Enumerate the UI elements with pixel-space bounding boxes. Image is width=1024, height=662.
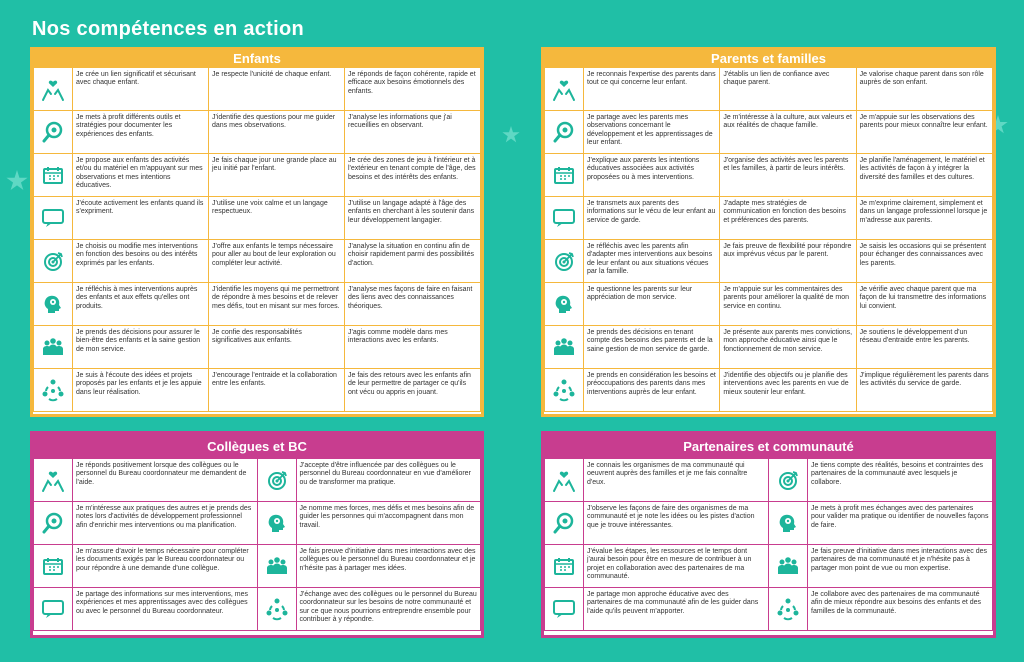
icon-cell	[545, 502, 584, 545]
panel-partenaires	[541, 431, 996, 638]
icon-cell	[34, 154, 73, 197]
competence-text: J'analyse les informations que j'ai recueillies en observant.	[345, 111, 481, 154]
competence-text: J'échange avec des collègues ou le personnel du Bureau coordonnateur sur les besoins de notre communauté et sur ce que nous pourrions entreprendre ensemble pour contribuer à y répondre.	[296, 588, 481, 631]
competence-text: Je propose aux enfants des activités et/ou du matériel en m'appuyant sur mes observations et mes intentions éducatives.	[73, 154, 209, 197]
table-row	[34, 369, 481, 412]
head-gear-icon	[40, 291, 66, 317]
group-icon	[551, 334, 577, 360]
competence-text: Je réfléchis à mes interventions auprès des enfants et aux effets qu'elles ont produits.	[73, 283, 209, 326]
competence-text: Je fais preuve d'initiative dans mes interactions avec des collègues ou le personnel du Bureau coordonnateur et je n'hésite pas à partager mes idées.	[296, 545, 481, 588]
icon-cell	[545, 283, 584, 326]
table-row	[34, 459, 481, 502]
table-row	[545, 283, 993, 326]
competence-text: Je m'intéresse aux pratiques des autres et je prends des notes lors d'activités de développement professionnel afin d'enrichir mes interventions ou ma planification.	[73, 502, 258, 545]
competence-text: J'analyse mes façons de faire en faisant des liens avec des connaissances théoriques.	[345, 283, 481, 326]
table-row	[545, 154, 993, 197]
competence-text: Je réponds positivement lorsque des collègues ou le personnel du Bureau coordonnateur me demandent de l'aide.	[73, 459, 258, 502]
table-row	[545, 369, 993, 412]
speech-bubble-icon	[40, 205, 66, 231]
head-gear-icon	[775, 510, 801, 536]
competence-text: Je crée des zones de jeu à l'intérieur et à l'extérieur en tenant compte de l'âge, des besoins et des intérêts des enfants.	[345, 154, 481, 197]
panel-header: Partenaires et communauté	[544, 434, 993, 458]
table-row	[545, 459, 993, 502]
planning-icon	[551, 162, 577, 188]
competence-text: J'explique aux parents les intentions éducatives associées aux activités proposées ou à mes interventions.	[584, 154, 720, 197]
table-row	[34, 326, 481, 369]
competence-text: Je crée un lien significatif et sécurisant avec chaque enfant.	[73, 68, 209, 111]
icon-cell	[545, 326, 584, 369]
speech-bubble-icon	[551, 596, 577, 622]
competence-text: J'utilise une voix calme et un langage respectueux.	[209, 197, 345, 240]
competence-text: Je m'exprime clairement, simplement et dans un langage professionnel lorsque je m'adresse aux parents.	[856, 197, 992, 240]
heart-hands-icon	[40, 76, 66, 102]
competence-text: Je fais des retours avec les enfants afin de leur permettre de partager ce qu'ils ont vécu ou appris en jouant.	[345, 369, 481, 412]
planning-icon	[551, 553, 577, 579]
magnifier-icon	[40, 510, 66, 536]
table-row	[34, 502, 481, 545]
competence-text: J'écoute activement les enfants quand ils s'expriment.	[73, 197, 209, 240]
panel-header: Parents et familles	[544, 50, 993, 67]
competence-text: Je connais les organismes de ma communauté qui oeuvrent auprès des familles et je me fais connaître d'eux.	[584, 459, 769, 502]
group-icon	[264, 553, 290, 579]
head-gear-icon	[551, 291, 577, 317]
competence-text: Je planifie l'aménagement, le matériel et les activités de façon à y intégrer la diversité des familles et des cultures.	[856, 154, 992, 197]
table-row	[545, 502, 993, 545]
competence-text: Je nomme mes forces, mes défis et mes besoins afin de guider les personnes qui m'accompagnent dans mon travail.	[296, 502, 481, 545]
page-title: Nos compétences en action	[32, 18, 305, 40]
icon-cell	[769, 545, 808, 588]
competence-text: J'utilise un langage adapté à l'âge des enfants en cherchant à les soutenir dans leur développement langagier.	[345, 197, 481, 240]
table-row	[34, 154, 481, 197]
table-collegues	[33, 458, 481, 631]
icon-cell	[34, 369, 73, 412]
icon-cell	[545, 459, 584, 502]
competence-text: Je soutiens le développement d'un réseau d'entraide entre les parents.	[856, 326, 992, 369]
competence-text: Je prends des décisions pour assurer le bien-être des enfants et la saine gestion de mon service.	[73, 326, 209, 369]
competence-text: J'implique régulièrement les parents dans les activités du service de garde.	[856, 369, 992, 412]
competence-text: J'organise des activités avec les parents et les familles, à partir de leurs intérêts.	[720, 154, 856, 197]
competence-text: J'identifie des objectifs ou je planifie des interventions avec les parents en vue de mieux soutenir leur enfant.	[720, 369, 856, 412]
magnifier-icon	[551, 510, 577, 536]
competence-text: J'identifie des questions pour me guider dans mes observations.	[209, 111, 345, 154]
competence-text: Je réponds de façon cohérente, rapide et efficace aux besoins émotionnels des enfants.	[345, 68, 481, 111]
competence-text: Je respecte l'unicité de chaque enfant.	[209, 68, 345, 111]
table-row	[34, 588, 481, 631]
competence-text: J'analyse la situation en continu afin de choisir rapidement parmi des possibilités d'action.	[345, 240, 481, 283]
table-row	[545, 588, 993, 631]
competence-text: Je prends des décisions en tenant compte des besoins des parents et de la saine gestion de mon service de garde.	[584, 326, 720, 369]
competence-text: Je fais chaque jour une grande place au jeu initié par l'enfant.	[209, 154, 345, 197]
competence-text: Je choisis ou modifie mes interventions en fonction des besoins ou des intérêts exprimés par les enfants.	[73, 240, 209, 283]
table-row	[34, 545, 481, 588]
planning-icon	[40, 162, 66, 188]
icon-cell	[545, 240, 584, 283]
heart-hands-icon	[551, 467, 577, 493]
competence-text: Je partage des informations sur mes interventions, mes expériences et mes apprentissages avec des collègues ou avec le personnel du Bureau coordonnateur.	[73, 588, 258, 631]
panel-header: Enfants	[33, 50, 481, 67]
icon-cell	[257, 588, 296, 631]
group-icon	[40, 334, 66, 360]
icon-cell	[34, 68, 73, 111]
competence-text: Je saisis les occasions qui se présentent pour échanger des connaissances avec les parents.	[856, 240, 992, 283]
table-row	[34, 283, 481, 326]
magnifier-icon	[551, 119, 577, 145]
competence-text: Je réfléchis avec les parents afin d'adapter mes interventions aux besoins de leur enfant ou aux situations vécues par la famille.	[584, 240, 720, 283]
table-row	[34, 197, 481, 240]
icon-cell	[257, 545, 296, 588]
table-row	[34, 240, 481, 283]
competence-text: J'accepte d'être influencée par des collègues ou le personnel du Bureau coordonnateur en vue d'améliorer ou de transformer ma pratique.	[296, 459, 481, 502]
magnifier-icon	[40, 119, 66, 145]
competence-text: J'évalue les étapes, les ressources et le temps dont j'aurai besoin pour être en mesure de contribuer à un projet en collaboration avec des partenaires de ma communauté.	[584, 545, 769, 588]
competence-text: J'identifie les moyens qui me permettront de répondre à mes besoins et de relever mes défis, tout en misant sur mes forces.	[209, 283, 345, 326]
icon-cell	[545, 111, 584, 154]
competence-text: Je partage mon approche éducative avec des partenaires de ma communauté afin de les guider dans l'aide qu'ils peuvent m'apporter.	[584, 588, 769, 631]
table-row	[545, 545, 993, 588]
heart-hands-icon	[40, 467, 66, 493]
competence-text: J'adapte mes stratégies de communication en fonction des besoins et préférences des parents.	[720, 197, 856, 240]
icon-cell	[545, 588, 584, 631]
icon-cell	[545, 197, 584, 240]
competence-text: Je collabore avec des partenaires de ma communauté afin de mieux répondre aux besoins des enfants et des familles de la communauté.	[808, 588, 993, 631]
icon-cell	[34, 326, 73, 369]
group-icon	[775, 553, 801, 579]
icon-cell	[34, 502, 73, 545]
table-row	[545, 68, 993, 111]
table-parents	[544, 67, 993, 412]
table-row	[545, 197, 993, 240]
icon-cell	[34, 588, 73, 631]
panel-parents	[541, 47, 996, 417]
icon-cell	[545, 545, 584, 588]
competence-text: Je m'appuie sur les observations des parents pour mieux connaître leur enfant.	[856, 111, 992, 154]
icon-cell	[769, 459, 808, 502]
circle-people-icon	[551, 377, 577, 403]
table-row	[34, 111, 481, 154]
icon-cell	[34, 459, 73, 502]
competence-text: J'agis comme modèle dans mes interactions avec les enfants.	[345, 326, 481, 369]
star-decoration	[502, 126, 520, 144]
competence-text: J'offre aux enfants le temps nécessaire pour aller au bout de leur exploration ou compléter leur activité.	[209, 240, 345, 283]
icon-cell	[34, 240, 73, 283]
competence-text: Je partage avec les parents mes observations concernant le développement et les apprentissages de leur enfant.	[584, 111, 720, 154]
competence-text: Je prends en considération les besoins et préoccupations des parents dans mes interventions auprès de leur enfant.	[584, 369, 720, 412]
circle-people-icon	[264, 596, 290, 622]
target-icon	[264, 467, 290, 493]
icon-cell	[34, 283, 73, 326]
icon-cell	[257, 459, 296, 502]
icon-cell	[769, 502, 808, 545]
heart-hands-icon	[551, 76, 577, 102]
table-enfants	[33, 67, 481, 412]
panel-header: Collègues et BC	[33, 434, 481, 458]
competence-text: Je reconnais l'expertise des parents dans tout ce qui concerne leur enfant.	[584, 68, 720, 111]
circle-people-icon	[40, 377, 66, 403]
competence-text: Je mets à profit mes échanges avec des partenaires pour valider ma pratique ou identifier de nouvelles façons de faire.	[808, 502, 993, 545]
competence-text: Je présente aux parents mes convictions, mon approche éducative ainsi que le fonctionnement de mon service.	[720, 326, 856, 369]
icon-cell	[34, 197, 73, 240]
circle-people-icon	[775, 596, 801, 622]
competence-text: Je transmets aux parents des informations sur le vécu de leur enfant au service de garde.	[584, 197, 720, 240]
competence-text: Je confie des responsabilités significatives aux enfants.	[209, 326, 345, 369]
target-icon	[775, 467, 801, 493]
speech-bubble-icon	[551, 205, 577, 231]
panel-enfants	[30, 47, 484, 417]
table-row	[545, 240, 993, 283]
target-icon	[551, 248, 577, 274]
competence-text: J'observe les façons de faire des organismes de ma communauté et je note les idées ou les pistes d'action que je trouve intéressantes.	[584, 502, 769, 545]
icon-cell	[34, 111, 73, 154]
panel-collegues	[30, 431, 484, 638]
head-gear-icon	[264, 510, 290, 536]
star-decoration	[6, 170, 28, 192]
table-row	[545, 111, 993, 154]
competence-text: Je m'appuie sur les commentaires des parents pour améliorer la qualité de mon service en continu.	[720, 283, 856, 326]
competence-text: Je m'assure d'avoir le temps nécessaire pour compléter les documents exigés par le Bureau coordonnateur ou pour répondre à une demande d'une collègue.	[73, 545, 258, 588]
competence-text: Je valorise chaque parent dans son rôle auprès de son enfant.	[856, 68, 992, 111]
competence-text: Je mets à profit différents outils et stratégies pour documenter les expériences des enfants.	[73, 111, 209, 154]
competence-text: Je vérifie avec chaque parent que ma façon de lui transmettre des informations lui convient.	[856, 283, 992, 326]
icon-cell	[257, 502, 296, 545]
icon-cell	[34, 545, 73, 588]
competence-text: Je suis à l'écoute des idées et projets proposés par les enfants et je les appuie dans leur réalisation.	[73, 369, 209, 412]
icon-cell	[545, 68, 584, 111]
competence-text: Je questionne les parents sur leur appréciation de mon service.	[584, 283, 720, 326]
competence-text: Je fais preuve d'initiative dans mes interactions avec des partenaires de ma communauté et je n'hésite pas à partager mon point de vue ou mon expertise.	[808, 545, 993, 588]
table-row	[34, 68, 481, 111]
competence-text: Je m'intéresse à la culture, aux valeurs et aux réalités de chaque famille.	[720, 111, 856, 154]
icon-cell	[545, 369, 584, 412]
table-row	[545, 326, 993, 369]
competence-text: J'encourage l'entraide et la collaboration entre les enfants.	[209, 369, 345, 412]
table-partenaires	[544, 458, 993, 631]
icon-cell	[545, 154, 584, 197]
speech-bubble-icon	[40, 596, 66, 622]
target-icon	[40, 248, 66, 274]
competence-text: J'établis un lien de confiance avec chaque parent.	[720, 68, 856, 111]
icon-cell	[769, 588, 808, 631]
planning-icon	[40, 553, 66, 579]
competence-text: Je tiens compte des réalités, besoins et contraintes des partenaires de la communauté avec lesquels je collabore.	[808, 459, 993, 502]
competence-text: Je fais preuve de flexibilité pour répondre aux imprévus vécus par le parent.	[720, 240, 856, 283]
